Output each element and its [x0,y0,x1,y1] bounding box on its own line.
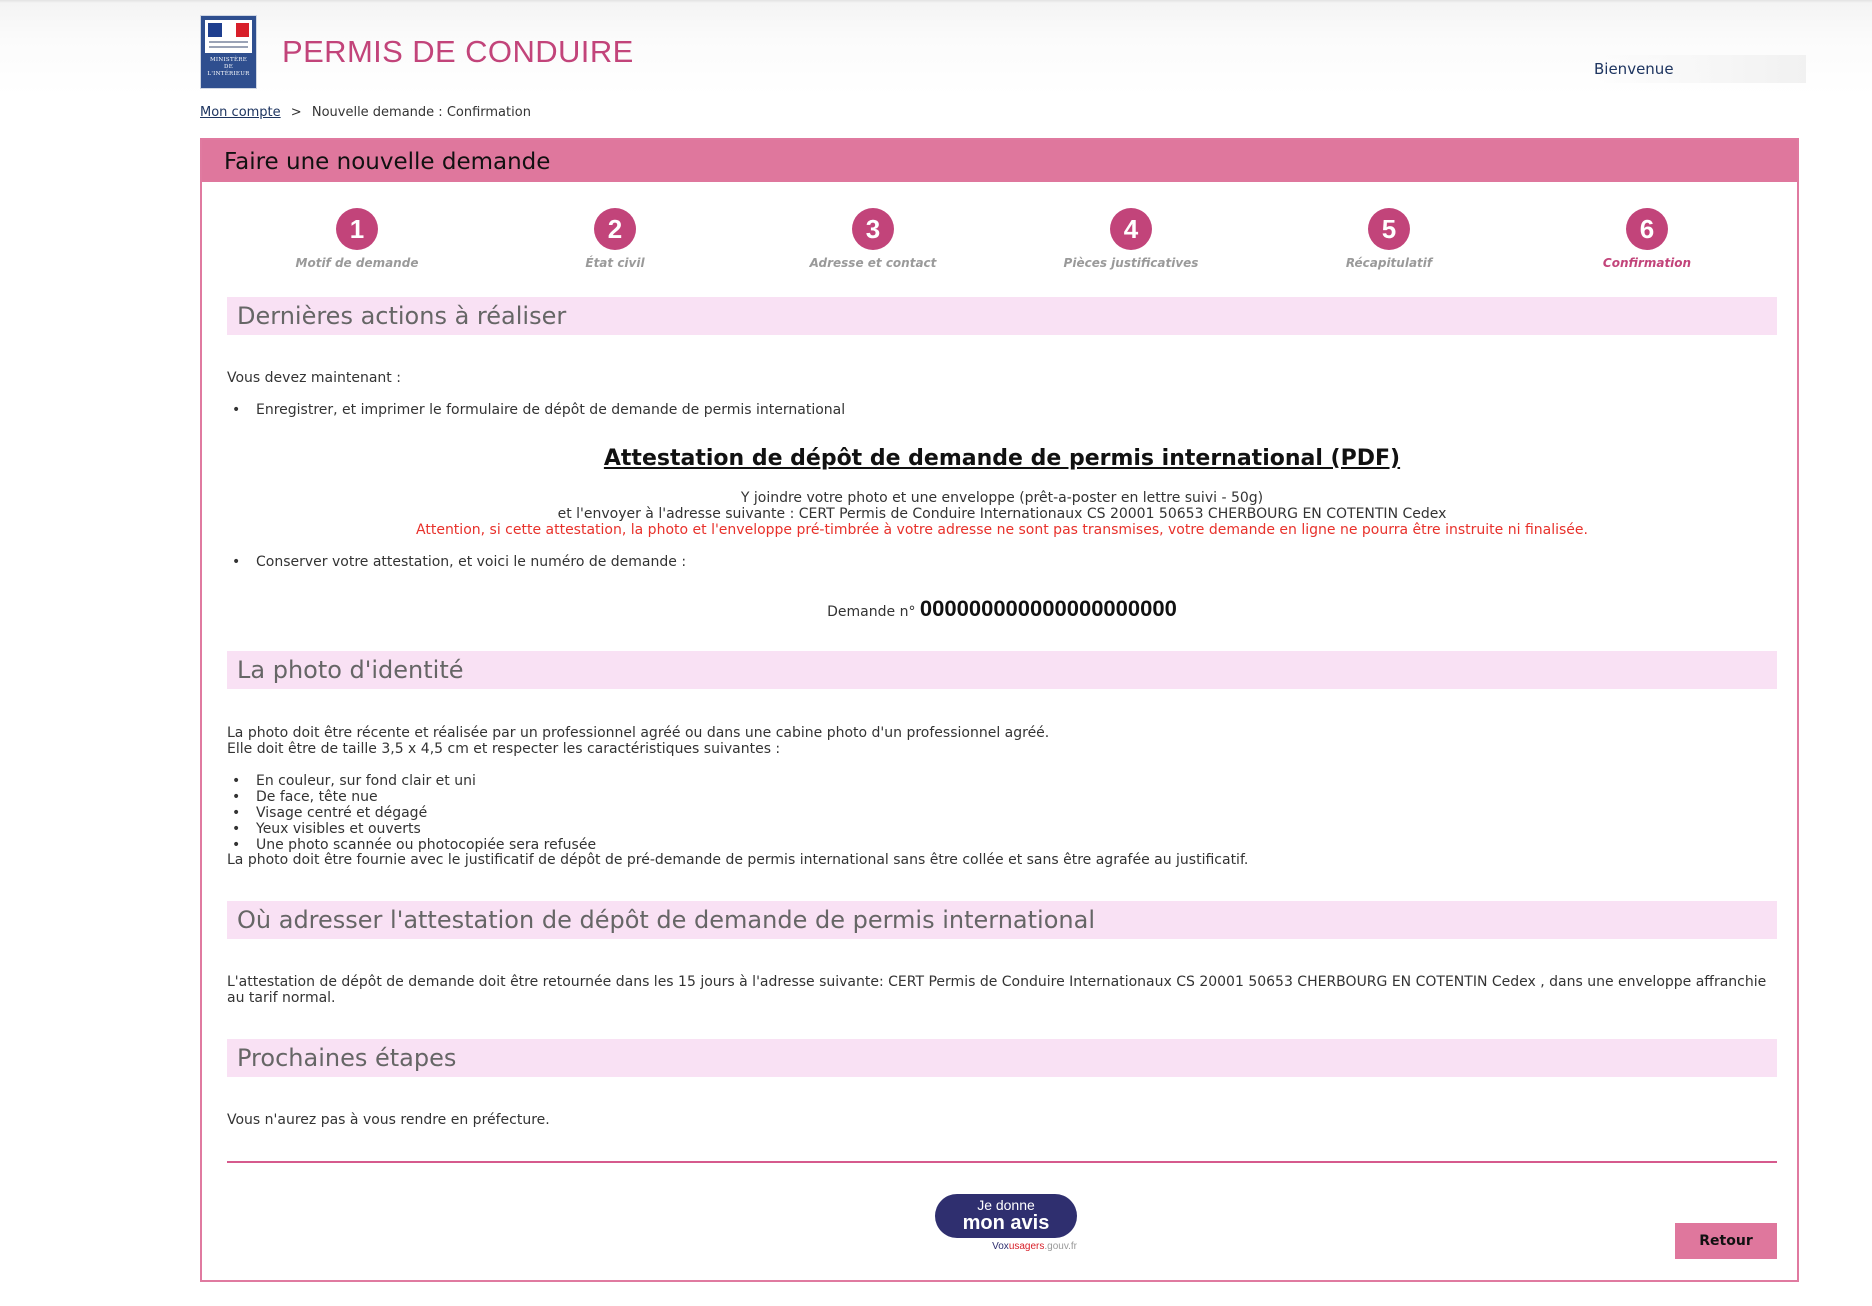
warning-text: Attention, si cette attestation, la photo et l'enveloppe pré-timbrée à votre adresse ne sont pas transmises, votre demande en ligne ne pourra être instruite ni finalisée. [416,522,1588,538]
progress-steps [202,208,1797,278]
step-label: Motif de demande [295,256,419,270]
send-instructions [227,490,1777,538]
list-item [232,837,596,853]
footer-divider [227,1161,1777,1163]
step-label: État civil [585,256,645,270]
je-donne-mon-avis-badge[interactable] [935,1194,1077,1252]
step-number: 6 [1626,208,1668,250]
criteria-text: De face, tête nue [256,789,378,805]
voxusagers-logo: Voxusagers.gouv.fr [992,1241,1077,1252]
step-number: 4 [1110,208,1152,250]
bullet-text: Conserver votre attestation, et voici le numéro de demande : [256,554,687,570]
step-motif [247,208,467,270]
actions-intro: Vous devez maintenant : [227,370,401,386]
retour-button[interactable]: Retour [1675,1223,1777,1259]
step-number: 3 [852,208,894,250]
breadcrumb-current: Nouvelle demande : Confirmation [311,105,531,120]
marianne-flag-icon [205,20,252,53]
step-number: 1 [336,208,378,250]
avis-line-1: Je donne [977,1197,1035,1213]
criteria-text: Yeux visibles et ouverts [256,821,421,837]
panel-header [202,140,1797,182]
list-item [232,821,421,837]
welcome-area [1594,55,1806,83]
list-item [232,554,686,570]
list-item [232,773,476,789]
avis-button[interactable] [935,1194,1077,1238]
photo-line-1: La photo doit être récente et réalisée par un professionnel agréé ou dans une cabine photo d'un professionnel agréé. [227,725,1050,741]
step-confirmation [1537,208,1757,270]
step-pieces-justificatives [1021,208,1241,270]
section-title-next-steps: Prochaines étapes [227,1039,1777,1077]
send-line: et l'envoyer à l'adresse suivante : CERT Permis de Conduire Internationaux CS 20001 50653 CHERBOURG EN COTENTIN Cedex [557,506,1447,522]
criteria-text: En couleur, sur fond clair et uni [256,773,476,789]
list-item [232,805,427,821]
welcome-text: Bienvenue [1594,60,1674,78]
step-adresse-contact [763,208,983,270]
section-title-address: Où adresser l'attestation de dépôt de demande de permis international [227,901,1777,939]
breadcrumb-separator: > [290,105,302,120]
list-item [232,402,845,418]
pdf-link-wrap [227,446,1777,471]
join-line: Y joindre votre photo et une enveloppe (prêt-a-poster en lettre suivi - 50g) [740,490,1264,506]
bullet-text: Enregistrer, et imprimer le formulaire de dépôt de demande de permis international [256,402,846,418]
avis-line-2: mon avis [962,1212,1050,1234]
address-text: L'attestation de dépôt de demande doit être retournée dans les 15 jours à l'adresse suivante: CERT Permis de Conduire Internationaux CS 20001 50653 CHERBOURG EN COTENTIN Cedex , dans une enveloppe affranchie au tarif normal. [227,974,1767,1006]
top-banner [0,0,1872,95]
breadcrumb-mon-compte-link[interactable]: Mon compte [200,105,281,120]
step-number: 5 [1368,208,1410,250]
step-label: Récapitulatif [1345,256,1433,270]
step-label: Pièces justificatives [1063,256,1199,270]
demande-number-row [227,596,1777,622]
criteria-text: Visage centré et dégagé [256,805,428,821]
photo-line-2: Elle doit être de taille 3,5 x 4,5 cm et respecter les caractéristiques suivantes : [227,741,781,757]
criteria-text: Une photo scannée ou photocopiée sera refusée [256,837,597,853]
site-title: PERMIS DE CONDUIRE [282,34,634,69]
demande-panel [200,138,1799,1282]
step-recapitulatif [1279,208,1499,270]
demande-label: Demande n° [827,604,916,620]
section-title-actions: Dernières actions à réaliser [227,297,1777,335]
logo-text: MINISTÈRE DE L'INTÉRIEUR [207,57,250,77]
breadcrumb [200,105,531,120]
step-label: Confirmation [1602,256,1692,270]
demande-number: 000000000000000000000 [919,596,1177,621]
step-label: Adresse et contact [809,256,937,270]
attestation-pdf-link[interactable]: Attestation de dépôt de demande de permis international (PDF) [603,446,1401,471]
photo-line-3: La photo doit être fournie avec le justificatif de dépôt de pré-demande de permis international sans être collée et sans être agrafée au justificatif. [227,852,1249,868]
next-steps-text: Vous n'aurez pas à vous rendre en préfecture. [227,1112,550,1128]
ministere-logo[interactable] [200,15,257,89]
list-item [232,789,378,805]
panel-title: Faire une nouvelle demande [224,149,551,175]
step-number: 2 [594,208,636,250]
step-etat-civil [505,208,725,270]
section-title-photo: La photo d'identité [227,651,1777,689]
